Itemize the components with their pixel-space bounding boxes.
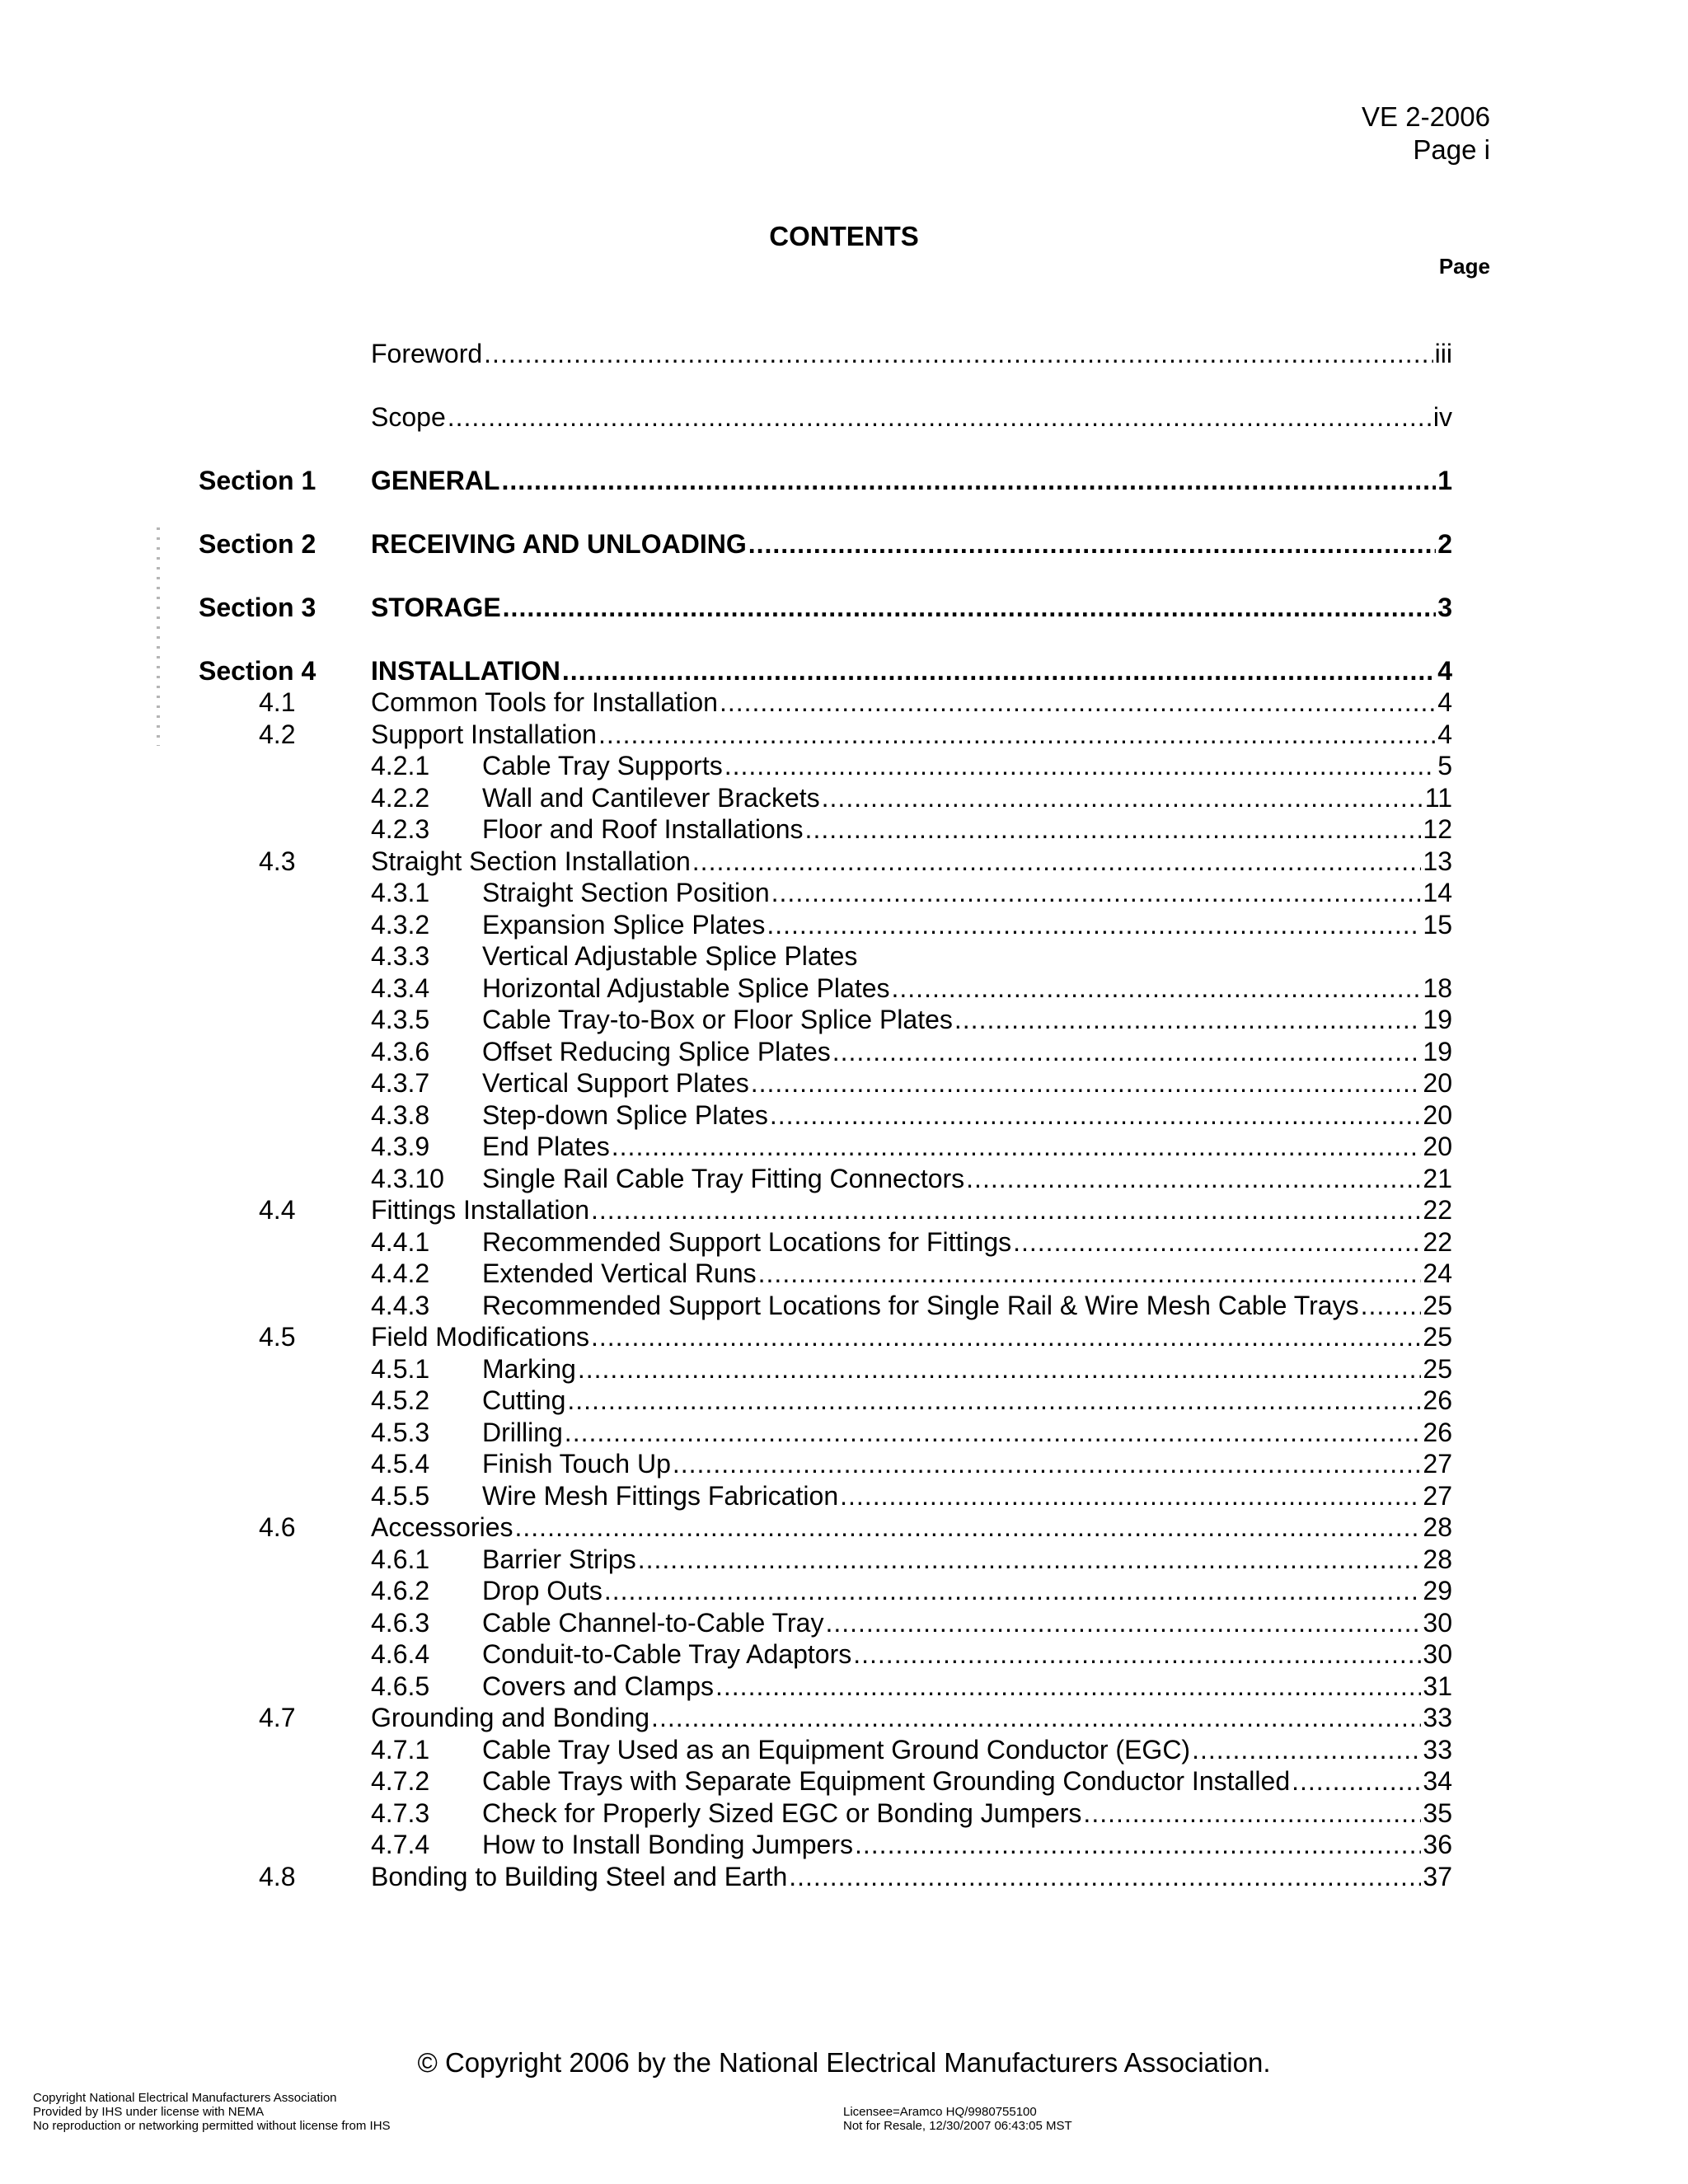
- toc-entry-line: [482, 1671, 1452, 1703]
- toc-entry-title: Scope: [371, 402, 446, 432]
- toc-entry-number: 4.7.2: [371, 1766, 430, 1796]
- toc-entry-number: 4.5.1: [371, 1353, 430, 1384]
- toc-page-number: 21: [1423, 1163, 1452, 1193]
- toc-entry-line: [371, 592, 1452, 624]
- toc-entry-line: [371, 1321, 1452, 1353]
- dot-leader: [484, 338, 1433, 370]
- toc-entry-line: [482, 1353, 1452, 1385]
- toc-entry-number: 4.6.3: [371, 1607, 430, 1638]
- toc-entry-title: Drop Outs: [482, 1576, 603, 1605]
- toc-entry-line: [371, 1861, 1452, 1893]
- toc-entry-number: 4.3.9: [371, 1132, 430, 1161]
- dot-leader: [515, 1511, 1422, 1544]
- toc-page-number: 25: [1423, 1290, 1452, 1320]
- toc-page-number: 19: [1423, 1005, 1452, 1034]
- toc-page-number: 29: [1423, 1576, 1452, 1605]
- toc-entry-number: 4.2.3: [371, 814, 430, 844]
- toc-entry-title: Extended Vertical Runs: [482, 1258, 757, 1288]
- toc-entry-line: [482, 782, 1452, 814]
- toc-entry[interactable]: [0, 528, 1688, 560]
- toc-entry[interactable]: [0, 1448, 1688, 1480]
- dot-leader: [578, 1353, 1422, 1385]
- toc-entry[interactable]: [0, 1829, 1688, 1861]
- dot-leader: [591, 1321, 1421, 1353]
- toc-entry-line: [371, 719, 1452, 751]
- dot-leader: [598, 719, 1436, 751]
- toc-entry-line: [482, 940, 1452, 972]
- toc-entry-title: Barrier Strips: [482, 1544, 636, 1574]
- toc-entry-number: 4.3.1: [371, 878, 430, 907]
- toc-entry-title: Field Modifications: [371, 1322, 589, 1352]
- toc-entry-title: Wall and Cantilever Brackets: [482, 782, 820, 813]
- toc-page-number: 33: [1423, 1703, 1452, 1732]
- footer-left: [33, 2091, 391, 2133]
- dot-leader: [966, 1163, 1421, 1195]
- toc-entry-number: 4.3.5: [371, 1005, 430, 1034]
- dot-leader: [767, 909, 1421, 941]
- toc-entry-line: [371, 465, 1452, 497]
- toc-entry[interactable]: [0, 1511, 1688, 1544]
- toc-entry[interactable]: [0, 465, 1688, 497]
- toc-entry-line: [482, 909, 1452, 941]
- page-header: [1362, 101, 1490, 166]
- page-title: CONTENTS: [769, 221, 919, 251]
- dot-leader: [751, 1067, 1422, 1099]
- toc-page-number: 34: [1423, 1766, 1452, 1796]
- toc-page-number: 35: [1423, 1797, 1452, 1828]
- toc-entry-title: Accessories: [371, 1512, 513, 1542]
- toc-entry[interactable]: [0, 1544, 1688, 1576]
- dot-leader: [604, 1575, 1422, 1607]
- toc-entry-title: Single Rail Cable Tray Fitting Connectors: [482, 1163, 965, 1193]
- toc-entry[interactable]: [0, 1861, 1688, 1893]
- toc-page-number: 30: [1423, 1639, 1452, 1669]
- toc-entry[interactable]: [0, 1385, 1688, 1417]
- toc-entry-line: [482, 1575, 1452, 1607]
- toc-entry[interactable]: [0, 1797, 1688, 1830]
- toc-entry-number: 4.3.6: [371, 1036, 430, 1066]
- toc-entry-line: [371, 528, 1452, 560]
- dot-leader: [591, 1194, 1421, 1226]
- toc-entry-number: 4.7.4: [371, 1830, 430, 1859]
- dot-leader: [855, 1829, 1421, 1861]
- toc-page-number: 27: [1423, 1449, 1452, 1479]
- toc-entry-line: [482, 972, 1452, 1005]
- toc-entry-number: 4.7.3: [371, 1797, 430, 1828]
- toc-entry-title: Wire Mesh Fittings Fabrication: [482, 1480, 839, 1511]
- toc-entry[interactable]: [0, 1226, 1688, 1258]
- toc-entry-number: 4.3.8: [371, 1099, 430, 1130]
- dot-leader: [789, 1861, 1421, 1893]
- toc-page-number: 31: [1423, 1671, 1452, 1701]
- toc-entry-line: [482, 1480, 1452, 1512]
- dot-leader: [612, 1131, 1422, 1163]
- dot-leader: [503, 592, 1437, 624]
- toc-entry-title: Offset Reducing Splice Plates: [482, 1036, 831, 1066]
- dot-leader: [567, 1385, 1421, 1417]
- toc-entry[interactable]: [0, 1702, 1688, 1734]
- dot-leader: [638, 1544, 1422, 1576]
- toc-page-number: 25: [1423, 1353, 1452, 1384]
- dot-leader: [724, 750, 1437, 782]
- toc-entry-title: Bonding to Building Steel and Earth: [371, 1861, 788, 1891]
- toc-page-number: iii: [1434, 339, 1452, 368]
- toc-entry-line: [482, 813, 1452, 846]
- toc-page-number: 18: [1423, 972, 1452, 1003]
- toc-entry-title: RECEIVING AND UNLOADING: [371, 529, 747, 559]
- page-number: Page i: [1413, 134, 1490, 165]
- toc-entry-title: Straight Section Installation: [371, 846, 691, 876]
- toc-entry-number: 4.8: [259, 1861, 296, 1891]
- dot-leader: [720, 687, 1436, 719]
- dot-leader: [954, 1004, 1422, 1036]
- toc-entry-title: Covers and Clamps: [482, 1671, 714, 1701]
- toc-entry[interactable]: [0, 719, 1688, 751]
- toc-entry[interactable]: [0, 940, 1688, 972]
- dot-leader: [1192, 1734, 1421, 1766]
- toc-entry-line: [482, 1544, 1452, 1576]
- toc-entry-title: Cable Trays with Separate Equipment Grounding Conductor Installed: [482, 1766, 1291, 1796]
- toc-entry-line: [482, 1004, 1452, 1036]
- toc-entry[interactable]: [0, 338, 1688, 370]
- toc-page-number: 4: [1437, 719, 1452, 749]
- dot-leader: [892, 972, 1422, 1005]
- toc-entry[interactable]: [0, 1607, 1688, 1639]
- toc-entry-line: [482, 1036, 1452, 1068]
- toc-entry-number: 4.4.2: [371, 1258, 430, 1288]
- toc-entry-line: [371, 1702, 1452, 1734]
- toc-entry-number: 4.2.1: [371, 751, 430, 780]
- toc-entry[interactable]: [0, 782, 1688, 814]
- toc-entry-number: 4.2: [259, 719, 296, 749]
- toc-entry-number: 4.6.1: [371, 1544, 430, 1574]
- toc-entry-line: [482, 1765, 1452, 1797]
- footer-right: [843, 2105, 1072, 2133]
- toc-entry-line: [482, 1417, 1452, 1449]
- toc-page-number: 25: [1423, 1322, 1452, 1352]
- toc-entry-line: [482, 1131, 1452, 1163]
- toc-entry[interactable]: [0, 1194, 1688, 1226]
- toc-entry-line: [482, 1099, 1452, 1132]
- toc-entry-title: Vertical Adjustable Splice Plates: [482, 941, 858, 971]
- toc-entry-line: [482, 1258, 1452, 1290]
- dot-leader: [1292, 1765, 1421, 1797]
- toc-entry-title: Common Tools for Installation: [371, 687, 718, 717]
- dot-leader: [565, 1417, 1422, 1449]
- toc-entry-title: How to Install Bonding Jumpers: [482, 1830, 853, 1859]
- toc-entry-number: 4.6.2: [371, 1576, 430, 1605]
- toc-entry-number: 4.4.1: [371, 1226, 430, 1257]
- toc-entry[interactable]: [0, 1290, 1688, 1322]
- toc-entry-title: Cable Channel-to-Cable Tray: [482, 1607, 824, 1638]
- dot-leader: [825, 1607, 1421, 1639]
- toc-entry-title: GENERAL: [371, 466, 500, 495]
- toc-page-number: 3: [1437, 593, 1452, 622]
- toc-page-number: 36: [1423, 1830, 1452, 1859]
- toc-entry-number: 4.7.1: [371, 1734, 430, 1765]
- page-column-label: Page: [1438, 254, 1490, 279]
- toc-entry-number: 4.1: [259, 687, 296, 717]
- toc-entry[interactable]: [0, 687, 1688, 719]
- dot-leader: [448, 401, 1432, 434]
- toc-entry[interactable]: [0, 877, 1688, 909]
- toc-page-number: 26: [1423, 1385, 1452, 1415]
- toc-entry[interactable]: [0, 909, 1688, 941]
- toc-entry[interactable]: [0, 972, 1688, 1005]
- toc-page-number: 2: [1437, 529, 1452, 559]
- dot-leader: [853, 1638, 1421, 1671]
- toc-page-number: 20: [1423, 1068, 1452, 1098]
- toc-entry[interactable]: [0, 1099, 1688, 1132]
- toc-entry-line: [482, 1163, 1452, 1195]
- toc-page-number: 5: [1437, 751, 1452, 780]
- toc-entry[interactable]: [0, 592, 1688, 624]
- toc-page-number: 22: [1423, 1226, 1452, 1257]
- toc-entry-title: Floor and Roof Installations: [482, 814, 804, 844]
- toc-entry-line: [371, 846, 1452, 878]
- dot-leader: [501, 465, 1436, 497]
- toc-entry-number: 4.2.2: [371, 782, 430, 813]
- toc-page-number: 27: [1423, 1480, 1452, 1511]
- toc-entry-title: Cutting: [482, 1385, 566, 1415]
- toc-entry-line: [482, 1448, 1452, 1480]
- toc-entry-line: [371, 401, 1452, 434]
- toc-entry-title: Finish Touch Up: [482, 1449, 671, 1479]
- toc-entry-line: [371, 1194, 1452, 1226]
- toc-entry-title: Cable Tray Used as an Equipment Ground Conductor (EGC): [482, 1734, 1191, 1765]
- toc-entry-number: 4.4: [259, 1195, 296, 1225]
- toc-page-number: 33: [1423, 1734, 1452, 1765]
- toc-entry-title: Fittings Installation: [371, 1195, 590, 1225]
- toc-page-number: 12: [1423, 814, 1452, 844]
- dot-leader: [715, 1671, 1421, 1703]
- toc-entry-line: [482, 750, 1452, 782]
- footer-line: Not for Resale, 12/30/2007 06:43:05 MST: [843, 2119, 1072, 2133]
- toc-entry-line: [482, 877, 1452, 909]
- toc-entry-line: [482, 1385, 1452, 1417]
- toc-entry-number: 4.6: [259, 1512, 296, 1542]
- toc-entry[interactable]: [0, 1004, 1688, 1036]
- toc-entry-title: INSTALLATION: [371, 656, 560, 686]
- toc-entry-number: 4.5.2: [371, 1385, 430, 1415]
- toc-entry[interactable]: [0, 1353, 1688, 1385]
- toc-entry-title: Straight Section Position: [482, 878, 770, 907]
- toc-entry-number: 4.3.10: [371, 1163, 444, 1193]
- toc-entry-title: Support Installation: [371, 719, 597, 749]
- dot-leader: [758, 1258, 1422, 1290]
- toc-entry-title: Drilling: [482, 1417, 563, 1447]
- toc-entry-title: Marking: [482, 1353, 576, 1384]
- dot-leader: [770, 1099, 1422, 1132]
- toc-entry-number: 4.3.4: [371, 972, 430, 1003]
- toc-entry-line: [482, 1226, 1452, 1258]
- toc-page-number: 28: [1423, 1512, 1452, 1542]
- toc-entry[interactable]: [0, 813, 1688, 846]
- toc-section-label: Section 4: [199, 656, 316, 686]
- toc-page-number: 4: [1437, 656, 1452, 686]
- toc-entry[interactable]: [0, 1575, 1688, 1607]
- toc-entry-title: Cable Tray Supports: [482, 751, 723, 780]
- toc-entry-number: 4.5: [259, 1322, 296, 1352]
- footer-line: No reproduction or networking permitted without license from IHS: [33, 2119, 391, 2133]
- toc-entry-title: Recommended Support Locations for Fittings: [482, 1226, 1012, 1257]
- copyright-notice: © Copyright 2006 by the National Electrical Manufacturers Association.: [417, 2047, 1271, 2078]
- toc-page-number: 4: [1437, 687, 1452, 717]
- dot-leader: [771, 877, 1422, 909]
- footer-line: Licensee=Aramco HQ/9980755100: [843, 2105, 1037, 2119]
- toc-entry[interactable]: [0, 1163, 1688, 1195]
- toc-entry[interactable]: [0, 750, 1688, 782]
- toc-entry[interactable]: [0, 1067, 1688, 1099]
- toc-entry[interactable]: [0, 401, 1688, 434]
- dot-leader: [651, 1702, 1421, 1734]
- toc-entry-line: [371, 338, 1452, 370]
- toc-page-number: 26: [1423, 1417, 1452, 1447]
- toc-entry[interactable]: [0, 1765, 1688, 1797]
- dot-leader: [748, 528, 1436, 560]
- toc-section-label: Section 1: [199, 466, 316, 495]
- toc-entry[interactable]: [0, 846, 1688, 878]
- toc-entry-title: Recommended Support Locations for Single Rail & Wire Mesh Cable Trays: [482, 1290, 1359, 1320]
- dot-leader: [673, 1448, 1422, 1480]
- toc-section-label: Section 2: [199, 529, 316, 559]
- toc-page-number: 19: [1423, 1036, 1452, 1066]
- toc-entry-number: 4.5.3: [371, 1417, 430, 1447]
- dot-leader: [1083, 1797, 1421, 1830]
- dot-leader: [805, 813, 1422, 846]
- document-id: VE 2-2006: [1362, 101, 1490, 132]
- toc-entry-title: Horizontal Adjustable Splice Plates: [482, 972, 890, 1003]
- toc-page-number: 13: [1423, 846, 1452, 876]
- toc-entry-title: Vertical Support Plates: [482, 1068, 749, 1098]
- toc-entry-line: [482, 1638, 1452, 1671]
- dot-leader: [832, 1036, 1422, 1068]
- toc-page-number: 28: [1423, 1544, 1452, 1574]
- toc-entry[interactable]: [0, 1131, 1688, 1163]
- toc-entry-title: Conduit-to-Cable Tray Adaptors: [482, 1639, 852, 1669]
- toc-entry[interactable]: [0, 1417, 1688, 1449]
- toc-page-number: 20: [1423, 1099, 1452, 1130]
- toc-entry-line: [371, 1511, 1452, 1544]
- toc-section-label: Section 3: [199, 593, 316, 622]
- toc-page-number: 24: [1423, 1258, 1452, 1288]
- toc-entry-title: Cable Tray-to-Box or Floor Splice Plates: [482, 1005, 953, 1034]
- toc-entry-number: 4.6.4: [371, 1639, 430, 1669]
- toc-page-number: iv: [1432, 402, 1452, 432]
- toc-page-number: 20: [1423, 1132, 1452, 1161]
- toc-entry-number: 4.3.7: [371, 1068, 430, 1098]
- toc-entry-line: [371, 687, 1452, 719]
- toc-entry[interactable]: [0, 1734, 1688, 1766]
- dot-leader: [840, 1480, 1421, 1512]
- toc-entry-line: [482, 1607, 1452, 1639]
- toc-entry-title: Check for Properly Sized EGC or Bonding Jumpers: [482, 1797, 1082, 1828]
- toc-entry-number: 4.6.5: [371, 1671, 430, 1701]
- toc-entry-number: 4.5.4: [371, 1449, 430, 1479]
- toc-entry-line: [371, 655, 1452, 687]
- toc-page-number: 11: [1424, 782, 1452, 813]
- toc-entry-line: [482, 1829, 1452, 1861]
- toc-page-number: 1: [1437, 466, 1452, 495]
- toc-entry[interactable]: [0, 1036, 1688, 1068]
- toc-page-number: 37: [1423, 1861, 1452, 1891]
- toc-entry-line: [482, 1290, 1452, 1322]
- dot-leader: [562, 655, 1436, 687]
- toc-entry[interactable]: [0, 1258, 1688, 1290]
- toc-page-number: 15: [1423, 909, 1452, 940]
- toc-entry-title: STORAGE: [371, 593, 501, 622]
- toc-entry-title: Step-down Splice Plates: [482, 1099, 768, 1130]
- toc-entry-line: [482, 1067, 1452, 1099]
- dot-leader: [822, 782, 1423, 814]
- toc-entry-number: 4.3.3: [371, 941, 430, 971]
- toc-page-number: 22: [1423, 1195, 1452, 1225]
- footer-line: Provided by IHS under license with NEMA: [33, 2105, 265, 2119]
- toc-page-number: 30: [1423, 1607, 1452, 1638]
- toc-entry[interactable]: [0, 655, 1688, 687]
- toc-entry-number: 4.4.3: [371, 1290, 430, 1320]
- toc-entry-number: 4.3.2: [371, 909, 430, 940]
- toc-entry[interactable]: [0, 1480, 1688, 1512]
- toc-entry[interactable]: [0, 1671, 1688, 1703]
- toc-entry-title: End Plates: [482, 1132, 610, 1161]
- footer-line: Copyright National Electrical Manufacturers Association: [33, 2091, 337, 2105]
- toc-entry-line: [482, 1797, 1452, 1830]
- toc-entry-number: 4.7: [259, 1703, 296, 1732]
- toc-entry-number: 4.5.5: [371, 1480, 430, 1511]
- toc-page-number: 14: [1423, 878, 1452, 907]
- toc-entry-line: [482, 1734, 1452, 1766]
- toc-entry-title: Grounding and Bonding: [371, 1703, 650, 1732]
- toc-entry-title: Foreword: [371, 339, 483, 368]
- dot-leader: [692, 846, 1422, 878]
- dot-leader: [1013, 1226, 1421, 1258]
- toc-entry[interactable]: [0, 1321, 1688, 1353]
- toc-entry-title: Expansion Splice Plates: [482, 909, 766, 940]
- toc-entry-number: 4.3: [259, 846, 296, 876]
- dot-leader: [1361, 1290, 1422, 1322]
- toc-entry[interactable]: [0, 1638, 1688, 1671]
